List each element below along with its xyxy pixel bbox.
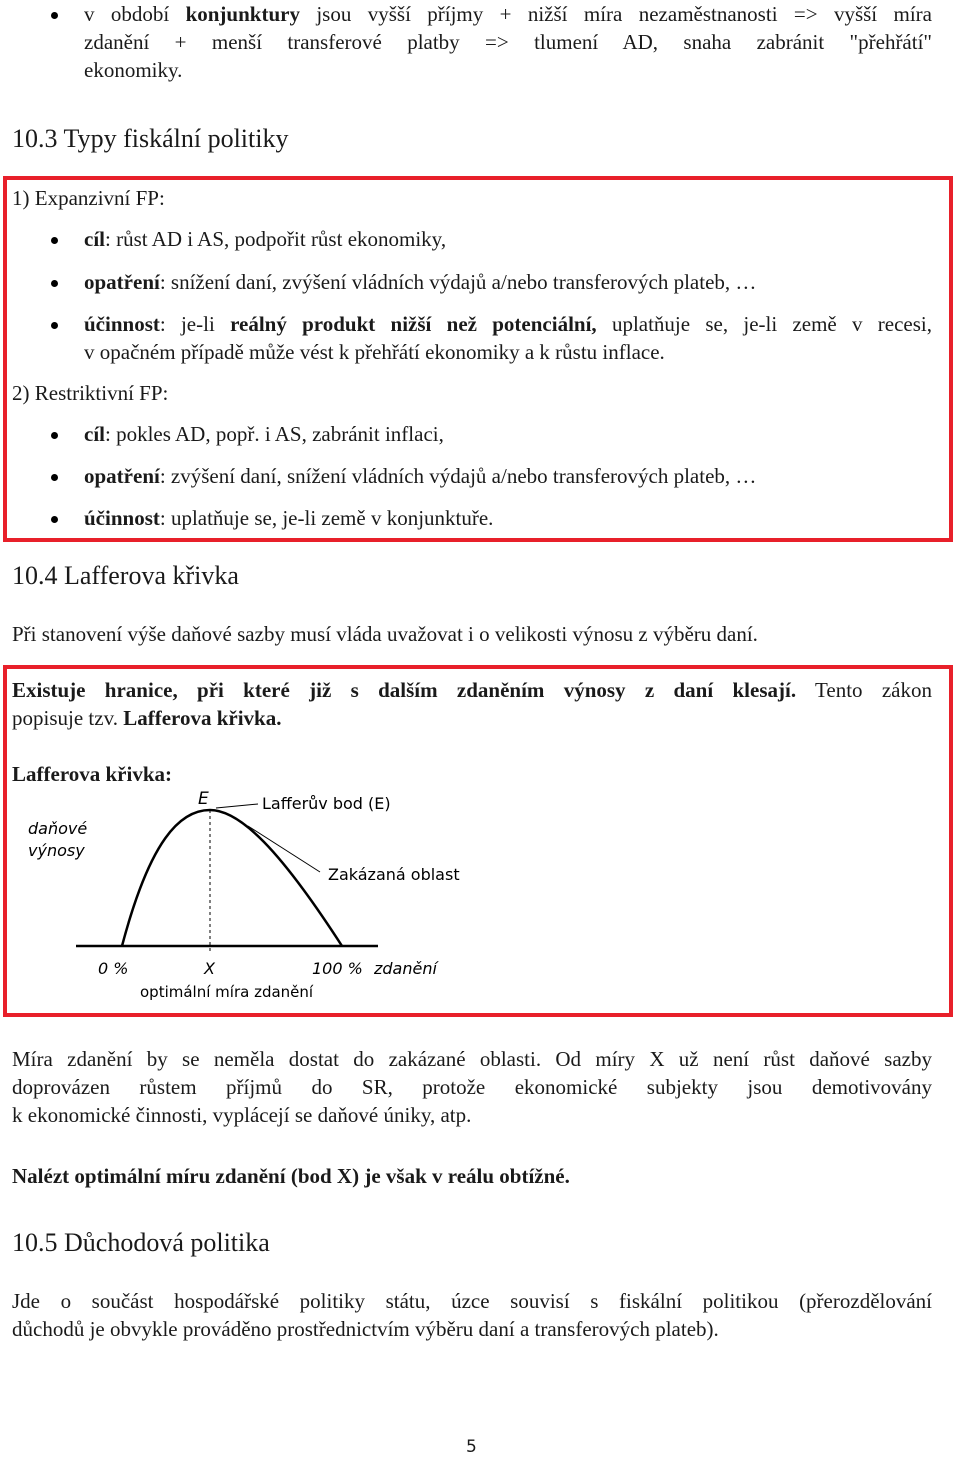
expansive-measures [84, 268, 756, 296]
laffer-boxed-pre: popisuje tzv. [12, 706, 124, 730]
measures-label: opatření [84, 464, 160, 488]
heading-10-4: 10.4 Lafferova křivka [12, 561, 239, 590]
intro-bold: konjunktury [185, 2, 300, 26]
eff-text: : uplatňuje se, je-li země v konjunktuře. [159, 506, 494, 530]
bullet-dot [51, 12, 58, 19]
restrictive-measures [84, 462, 756, 490]
bullet-dot [51, 432, 58, 439]
after-p2-bold: Nalézt optimální míru zdanění (bod X) je však v reálu obtížné. [12, 1164, 570, 1188]
intro-line-1 [84, 0, 932, 28]
expansive-effectiveness [84, 310, 932, 338]
expansive-title: 1) Expanzivní FP: [12, 186, 165, 210]
intro-rest: jsou vyšší příjmy + nižší míra nezaměstnanosti => vyšší míra [299, 2, 932, 26]
heading-10-3: 10.3 Typy fiskální politiky [12, 124, 289, 153]
measures-text: : snížení daní, zvýšení vládních výdajů a/nebo transferových plateb, … [159, 270, 757, 294]
eff-rest: uplatňuje se, je-li země v recesi, [596, 312, 933, 336]
x-mid-label: X [204, 959, 215, 978]
bullet-dot [51, 237, 58, 244]
page-number: 5 [466, 1437, 477, 1457]
peak-pointer [216, 804, 258, 808]
eff-label: účinnost [84, 506, 160, 530]
zone-note: Zakázaná oblast [328, 865, 460, 884]
after-p2 [12, 1162, 570, 1190]
laffer-curve-title [12, 760, 172, 788]
x-caption: optimální míra zdanění [140, 983, 314, 1001]
after-p1-line-1: Míra zdanění by se neměla dostat do zakázané oblasti. Od míry X už není růst daňové sazby [12, 1047, 932, 1071]
intro-line-2: zdanění + menší transferové platby => tlumení AD, snaha zabránit "přehřátí" [84, 30, 932, 54]
restrictive-title: 2) Restriktivní FP: [12, 381, 169, 405]
laffer-boxed-rest: Tento zákon [796, 678, 932, 702]
bullet-dot [51, 322, 58, 329]
laffer-boxed-line-2 [12, 704, 282, 732]
laffer-boxed-bold: Existuje hranice, při které již s dalším zdaněním výnosy z daní klesají. [12, 678, 797, 702]
laffer-curve-title-text: Lafferova křivka: [12, 762, 173, 786]
eff-bold: reálný produkt nižší než potenciální, [230, 312, 597, 336]
peak-label: E [198, 790, 209, 809]
x-start-label: 0 % [98, 959, 129, 978]
bullet-dot [51, 474, 58, 481]
laffer-boxed-term: Lafferova křivka. [123, 706, 282, 730]
expansive-goal [84, 225, 446, 253]
heading-10-5: 10.5 Důchodová politika [12, 1228, 270, 1257]
goal-text: : růst AD i AS, podpořit růst ekonomiky, [105, 227, 447, 251]
expansive-effectiveness-line-2: v opačném případě může vést k přehřátí ekonomiky a k růstu inflace. [84, 340, 665, 364]
income-policy-line-1: Jde o součást hospodářské politiky státu, úzce souvisí s fiskální politikou (přerozdělování [12, 1289, 932, 1313]
laffer-intro: Při stanovení výše daňové sazby musí vláda uvažovat i o velikosti výnosu z výběru daní. [12, 622, 758, 646]
after-p1-line-2: doprovázen růstem příjmů do SR, protože ekonomické subjekty jsou demotivovány [12, 1075, 932, 1099]
eff-label: účinnost [84, 312, 160, 336]
laffer-diagram [20, 790, 490, 1005]
intro-line-3: ekonomiky. [84, 58, 183, 82]
intro-pre: v období [84, 2, 186, 26]
x-end-label: 100 % [312, 959, 363, 978]
income-policy-line-2: důchodů je obvykle prováděno prostřednictvím výběru daní a transferových plateb). [12, 1317, 719, 1341]
bullet-dot [51, 280, 58, 287]
laffer-curve [122, 810, 342, 946]
after-p1-line-3: k ekonomické činnosti, vyplácejí se daňové úniky, atp. [12, 1103, 472, 1127]
measures-label: opatření [84, 270, 160, 294]
goal-text: : pokles AD, popř. i AS, zabránit inflaci, [105, 422, 444, 446]
bullet-dot [51, 516, 58, 523]
x-axis-label: zdanění [374, 959, 437, 978]
peak-note: Lafferův bod (E) [262, 794, 391, 813]
eff-pre: : je-li [159, 312, 231, 336]
measures-text: : zvýšení daní, snížení vládních výdajů a/nebo transferových plateb, … [159, 464, 757, 488]
goal-label: cíl [84, 227, 105, 251]
y-label-line-2: výnosy [28, 841, 85, 860]
y-label-line-1: daňové [28, 819, 88, 838]
restrictive-effectiveness [84, 504, 493, 532]
goal-label: cíl [84, 422, 105, 446]
laffer-boxed-line-1 [12, 676, 932, 704]
restrictive-goal [84, 420, 444, 448]
